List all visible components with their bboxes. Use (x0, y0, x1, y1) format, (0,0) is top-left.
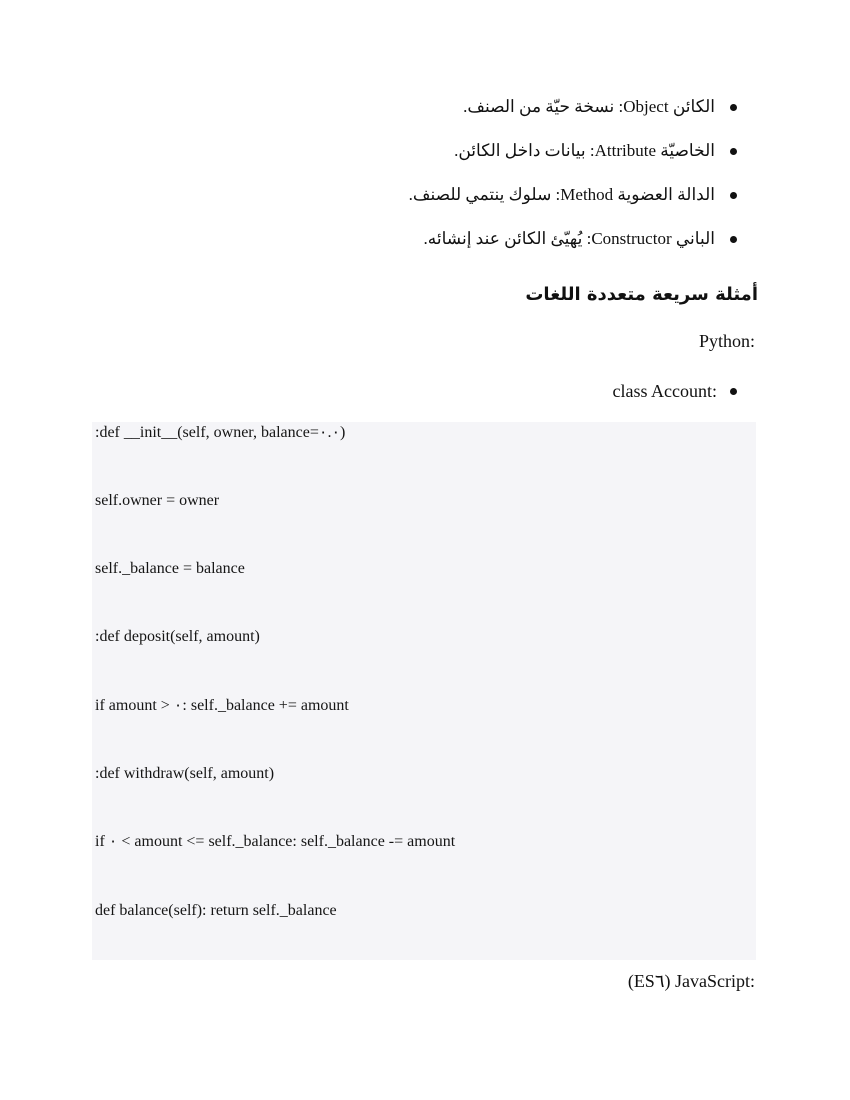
glossary-list (155, 92, 755, 268)
code-line: def balance(self): return self._balance (95, 902, 337, 919)
glossary-item-attribute: الخاصيّة Attribute: بيانات داخل الكائن. (454, 141, 715, 160)
code-line: if amount > ٠: self._balance += amount (95, 697, 349, 714)
bullet-icon (730, 192, 737, 199)
python-code-block (92, 422, 756, 960)
code-line: self.owner = owner (95, 492, 220, 509)
list-item (155, 224, 755, 268)
python-class-line (155, 376, 755, 406)
bullet-icon (730, 104, 737, 111)
python-label: :Python (698, 331, 755, 351)
bullet-icon (730, 388, 737, 395)
list-item (155, 92, 755, 136)
code-line: :def withdraw(self, amount) (95, 765, 275, 782)
section-heading: أمثلة سريعة متعددة اللغات (525, 284, 758, 305)
glossary-item-method: الدالة العضوية Method: سلوك ينتمي للصنف. (408, 185, 715, 204)
class-declaration: :class Account (612, 381, 717, 401)
code-line: :def __init__(self, owner, balance=٠.٠) (95, 424, 346, 441)
code-line: :def deposit(self, amount) (95, 628, 260, 645)
bullet-icon (730, 148, 737, 155)
glossary-item-object: الكائن Object: نسخة حيّة من الصنف. (463, 97, 715, 116)
javascript-label: :JavaScript (ES٦) (627, 971, 755, 991)
code-line: self._balance = balance (95, 560, 245, 577)
bullet-icon (730, 236, 737, 243)
glossary-item-constructor: الباني Constructor: يُهيّئ الكائن عند إنشائه. (423, 229, 715, 248)
list-item (155, 180, 755, 224)
code-line: if ٠ < amount <= self._balance: self._balance -= amount (95, 833, 456, 850)
list-item (155, 136, 755, 180)
